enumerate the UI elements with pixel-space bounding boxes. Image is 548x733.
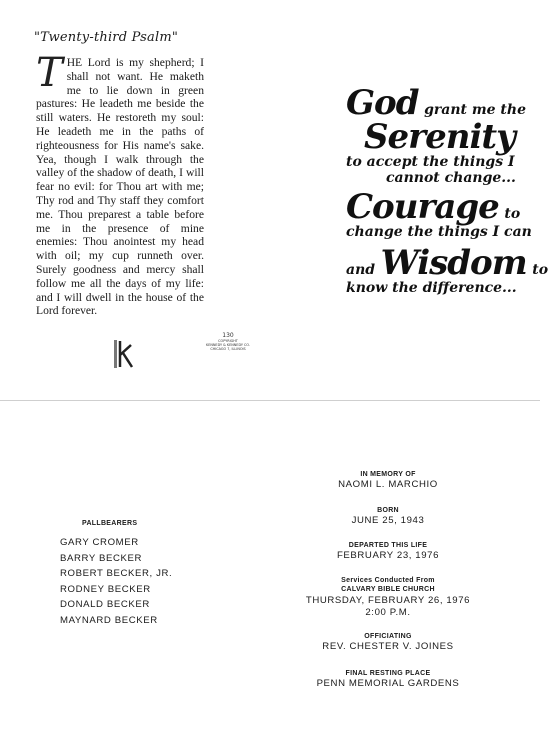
psalm-title: "Twenty-third Psalm" — [34, 30, 179, 45]
prayer-line-3: to accept the things I — [346, 154, 515, 170]
deceased-name: NAOMI L. MARCHIO — [338, 479, 438, 490]
fold-line — [0, 400, 540, 401]
publisher-info — [198, 332, 258, 352]
resting-place-label: FINAL RESTING PLACE — [345, 670, 431, 677]
born-date: JUNE 25, 1943 — [351, 515, 425, 526]
publisher-logo-icon — [113, 339, 135, 369]
church-name: CALVARY BIBLE CHURCH — [341, 586, 435, 593]
drop-cap: T — [36, 50, 63, 96]
service-time: 2:00 P.M. — [365, 607, 411, 618]
pallbearers-list — [60, 535, 172, 629]
pallbearer-name: GARY CROMER — [60, 537, 139, 548]
officiant-name: REV. CHESTER V. JOINES — [322, 641, 454, 652]
serenity-prayer — [346, 83, 548, 296]
prayer-line-7: and Wisdom to — [346, 243, 548, 283]
prayer-line-2: Serenity — [364, 117, 515, 157]
prayer-line-1: God grant me the — [346, 83, 526, 123]
in-memory-label: IN MEMORY OF — [360, 471, 416, 478]
pallbearer-name: RODNEY BECKER — [60, 583, 151, 595]
resting-place: PENN MEMORIAL GARDENS — [316, 678, 460, 689]
departed-label: DEPARTED THIS LIFE — [348, 542, 428, 549]
service-date: THURSDAY, FEBRUARY 26, 1976 — [305, 595, 471, 606]
card-number: 130 — [222, 332, 234, 339]
publisher-name: KENNEDY & KENNEDY CO. — [205, 343, 250, 348]
psalm-text — [36, 50, 204, 318]
departed-date: FEBRUARY 23, 1976 — [336, 550, 440, 561]
prayer-line-5: Courage to — [346, 187, 521, 227]
born-label: BORN — [377, 507, 399, 514]
services-label: Services Conducted From — [341, 577, 435, 584]
pallbearers-label: PALLBEARERS — [82, 520, 138, 527]
copyright-line: COPYRIGHT — [218, 339, 238, 343]
pallbearer-name: DONALD BECKER — [60, 599, 150, 611]
psalm-verse: HE Lord is my shepherd; I shall not want. He maketh me to lie down in green pastures: He leadeth me beside the still waters. He restoreth my soul: He leadeth me in the paths of righteousness for His name's sake. Yea, though I walk through the valley of the shadow of death, I will fear no evil: for Thou art with me; Thy rod and Thy staff they comfort me. Thou preparest a table before me in the presence of mine enemies: Thou anointest my head with oil; my cup runneth over. Surely goodness and mercy shall follow me all the days of my life: and I will dwell in the house of the Lord forever. — [36, 56, 204, 318]
prayer-line-8: know the difference... — [346, 280, 517, 296]
pallbearer-name: MAYNARD BECKER — [60, 614, 158, 626]
publisher-city: CHICAGO 7, ILLINOIS — [210, 347, 246, 352]
officiating-label: OFFICIATING — [364, 633, 412, 640]
pallbearer-name: BARRY BECKER — [60, 552, 143, 564]
pallbearer-name: ROBERT BECKER, JR. — [60, 568, 173, 580]
prayer-line-4: cannot change... — [386, 170, 516, 186]
prayer-line-6: change the things I can — [346, 224, 532, 240]
